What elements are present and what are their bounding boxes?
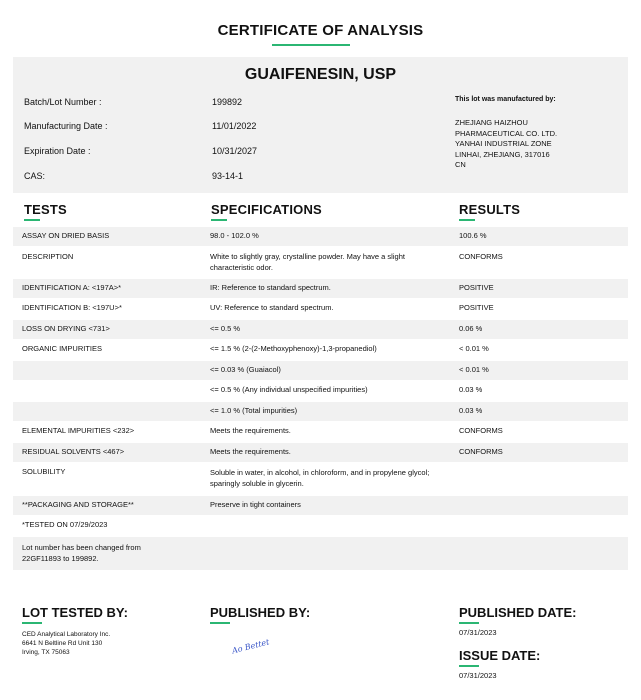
published-date-heading: PUBLISHED DATE:	[459, 605, 577, 620]
exp-date-label: Expiration Date :	[24, 146, 91, 156]
test-cell: IDENTIFICATION A: <197A>*	[22, 283, 122, 292]
test-cell: SOLUBILITY	[22, 467, 66, 476]
manufacturer-line: PHARMACEUTICAL CO. LTD.	[455, 128, 558, 138]
table-row	[13, 247, 628, 277]
manufacturer-heading: This lot was manufactured by:	[455, 96, 556, 103]
published-by-heading: PUBLISHED BY:	[210, 605, 311, 620]
spec-cell: Preserve in tight containers	[210, 500, 301, 509]
result-cell: 0.06 %	[459, 324, 483, 333]
specifications-column-heading: SPECIFICATIONS	[211, 202, 322, 217]
result-cell: POSITIVE	[459, 283, 494, 292]
table-row	[13, 361, 628, 380]
cas-label: CAS:	[24, 171, 46, 181]
issue-date-value: 07/31/2023	[459, 671, 497, 680]
test-cell: Lot number has been changed from 22GF11893 to 199892.	[22, 543, 141, 563]
result-cell: 0.03 %	[459, 385, 483, 394]
lot-tested-by-heading: LOT TESTED BY:	[22, 605, 128, 620]
exp-date-value: 10/31/2027	[212, 146, 258, 156]
test-cell: DESCRIPTION	[22, 252, 74, 261]
result-cell: POSITIVE	[459, 303, 494, 312]
spec-cell: Meets the requirements.	[210, 426, 291, 435]
published-date-value: 07/31/2023	[459, 628, 497, 637]
table-row	[13, 443, 628, 462]
test-cell: ASSAY ON DRIED BASIS	[22, 231, 110, 240]
result-cell: < 0.01 %	[459, 365, 489, 374]
results-heading-underline	[459, 219, 475, 221]
table-row	[13, 537, 628, 570]
lab-address-line: Irving, TX 75063	[22, 649, 70, 656]
spec-cell: White to slightly gray, crystalline powder. May have a slight characteristic odor.	[210, 252, 405, 272]
spec-cell: <= 1.0 % (Total impurities)	[210, 406, 298, 415]
manufacturer-line: CN	[455, 160, 466, 169]
table-row	[13, 402, 628, 421]
spec-cell: UV: Reference to standard spectrum.	[210, 303, 334, 312]
mfg-date-value: 11/01/2022	[212, 121, 257, 131]
spec-cell: IR: Reference to standard spectrum.	[210, 283, 331, 292]
results-column-heading: RESULTS	[459, 202, 521, 217]
signature-text: Ao Bettet	[231, 637, 271, 656]
spec-cell: <= 1.5 % (2-(2-Methoxyphenoxy)-1,3-propanediol)	[210, 344, 377, 353]
result-cell: 100.6 %	[459, 231, 487, 240]
test-cell: **PACKAGING AND STORAGE**	[22, 500, 134, 509]
spec-cell: <= 0.5 % (Any individual unspecified impurities)	[210, 385, 368, 394]
issue-date-underline	[459, 665, 479, 667]
title-underline	[272, 44, 350, 46]
result-cell: < 0.01 %	[459, 344, 489, 353]
table-row	[13, 227, 628, 246]
result-cell: CONFORMS	[459, 426, 503, 435]
test-cell: ELEMENTAL IMPURITIES <232>	[22, 426, 135, 435]
batch-value: 199892	[212, 97, 243, 107]
table-row	[13, 381, 628, 400]
result-cell: CONFORMS	[459, 252, 503, 261]
test-cell: RESIDUAL SOLVENTS <467>	[22, 447, 125, 456]
spec-cell: <= 0.03 % (Guaiacol)	[210, 365, 281, 374]
table-row	[13, 422, 628, 441]
spec-cell: Meets the requirements.	[210, 447, 291, 456]
spec-cell: 98.0 - 102.0 %	[210, 231, 259, 240]
product-name: GUAIFENESIN, USP	[244, 66, 397, 83]
manufacturer-line: YANHAI INDUSTRIAL ZONE	[455, 139, 552, 148]
tests-column-heading: TESTS	[24, 202, 67, 217]
doc-title: CERTIFICATE OF ANALYSIS	[217, 22, 424, 39]
lot-tested-by-underline	[22, 622, 42, 624]
table-row	[13, 340, 628, 359]
manufacturer-line: ZHEJIANG HAIZHOU	[455, 118, 528, 127]
spec-cell: Soluble in water, in alcohol, in chloroform, and in propylene glycol; sparingly soluble in glycerin.	[210, 468, 430, 488]
result-cell: CONFORMS	[459, 447, 503, 456]
lab-address-line: 6641 N Beltline Rd Unit 130	[22, 640, 103, 647]
batch-label: Batch/Lot Number :	[24, 97, 102, 107]
mfg-date-label: Manufacturing Date :	[24, 121, 108, 131]
specifications-heading-underline	[211, 219, 227, 221]
lab-address-line: CED Analytical Laboratory Inc.	[22, 631, 111, 638]
manufacturer-line: LINHAI, ZHEJIANG, 317016	[455, 149, 550, 159]
table-row	[13, 516, 628, 535]
tests-heading-underline	[24, 219, 40, 221]
table-row	[13, 496, 628, 515]
cas-value: 93-14-1	[212, 171, 244, 181]
spec-cell: <= 0.5 %	[210, 324, 241, 333]
table-row	[13, 279, 628, 298]
test-cell: ORGANIC IMPURITIES	[22, 344, 103, 353]
test-cell: *TESTED ON 07/29/2023	[22, 520, 108, 529]
table-row	[13, 463, 628, 494]
signature	[230, 630, 280, 656]
test-cell: LOSS ON DRYING <731>	[22, 324, 110, 333]
issue-date-heading: ISSUE DATE:	[459, 648, 541, 663]
test-cell: IDENTIFICATION B: <197U>*	[22, 303, 122, 312]
published-date-underline	[459, 622, 479, 624]
result-cell: 0.03 %	[459, 406, 483, 415]
table-row	[13, 299, 628, 318]
published-by-underline	[210, 622, 230, 624]
table-row	[13, 320, 628, 339]
